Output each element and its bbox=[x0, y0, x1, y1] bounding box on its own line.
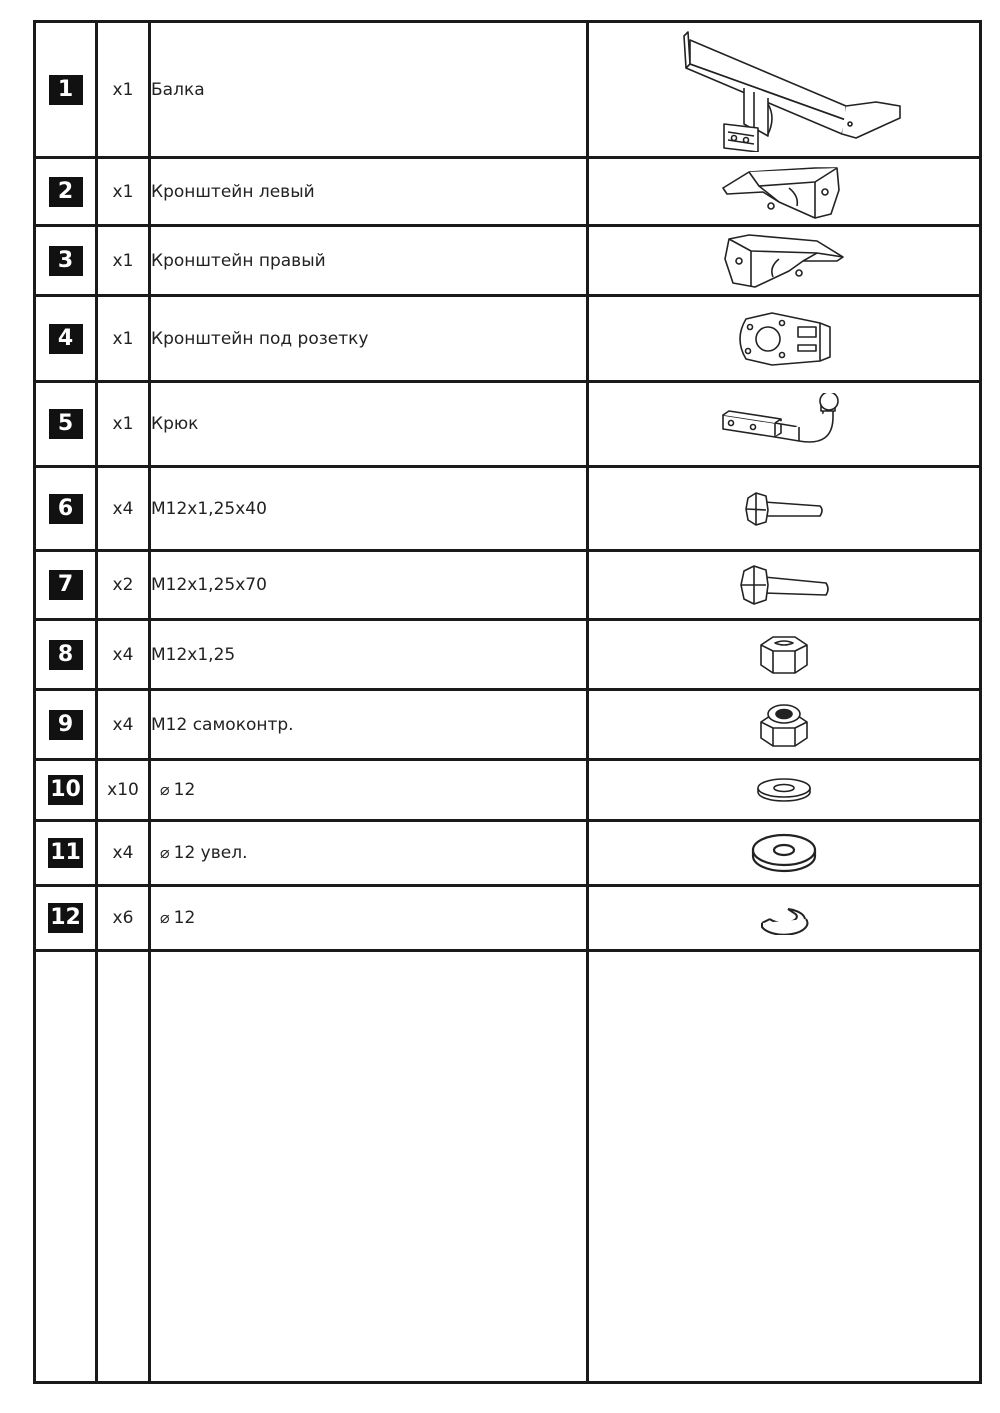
spring-washer-icon bbox=[754, 901, 814, 935]
item-number-badge: 3 bbox=[49, 246, 83, 276]
lock-nut-icon bbox=[757, 700, 811, 750]
item-number-badge: 2 bbox=[49, 177, 83, 207]
table-row bbox=[35, 226, 981, 296]
item-number-badge: 5 bbox=[49, 409, 83, 439]
tow-beam-icon bbox=[664, 28, 904, 152]
item-number-badge: 4 bbox=[49, 324, 83, 354]
item-number-badge: 11 bbox=[48, 838, 83, 868]
quantity-cell: x1 bbox=[97, 22, 150, 158]
table-row bbox=[35, 760, 981, 821]
socket-bracket-icon bbox=[732, 309, 836, 369]
parts-table bbox=[33, 20, 982, 1384]
quantity-cell: x1 bbox=[97, 382, 150, 467]
tow-ball-hook-icon bbox=[719, 393, 849, 455]
item-number-badge: 1 bbox=[49, 75, 83, 105]
table-row bbox=[35, 382, 981, 467]
part-name-text: 12 bbox=[173, 780, 196, 800]
table-row bbox=[35, 821, 981, 886]
quantity-cell: x2 bbox=[97, 551, 150, 620]
bolt-short-icon bbox=[742, 490, 826, 528]
table-row bbox=[35, 158, 981, 226]
diameter-symbol: ⌀ bbox=[160, 843, 170, 862]
item-number-badge: 12 bbox=[48, 903, 83, 933]
quantity-cell: x1 bbox=[97, 158, 150, 226]
part-name-text: 12 bbox=[173, 908, 196, 928]
table-row bbox=[35, 22, 981, 158]
part-name-cell bbox=[150, 760, 588, 821]
part-name-cell: Кронштейн под розетку bbox=[150, 296, 588, 382]
quantity-cell: x4 bbox=[97, 690, 150, 760]
quantity-cell: x4 bbox=[97, 467, 150, 551]
part-name-cell: M12x1,25x40 bbox=[150, 467, 588, 551]
table-row bbox=[35, 296, 981, 382]
table-row bbox=[35, 551, 981, 620]
quantity-cell: x4 bbox=[97, 821, 150, 886]
item-number-badge: 10 bbox=[48, 775, 83, 805]
left-bracket-icon bbox=[719, 162, 849, 222]
part-name-text: 12 увел. bbox=[173, 843, 248, 863]
part-name-cell: M12 самоконтр. bbox=[150, 690, 588, 760]
diameter-symbol: ⌀ bbox=[160, 780, 170, 799]
quantity-cell: x4 bbox=[97, 620, 150, 690]
flat-washer-icon bbox=[754, 777, 814, 803]
hex-nut-icon bbox=[757, 633, 811, 677]
part-name-cell bbox=[150, 886, 588, 951]
quantity-cell: x1 bbox=[97, 226, 150, 296]
item-number-badge: 6 bbox=[49, 494, 83, 524]
diameter-symbol: ⌀ bbox=[160, 908, 170, 927]
part-name-cell bbox=[150, 821, 588, 886]
item-number-badge: 9 bbox=[49, 710, 83, 740]
large-washer-icon bbox=[749, 832, 819, 874]
bolt-long-icon bbox=[736, 563, 832, 607]
part-name-cell: M12x1,25 bbox=[150, 620, 588, 690]
part-name-cell: M12x1,25x70 bbox=[150, 551, 588, 620]
right-bracket-icon bbox=[719, 231, 849, 291]
table-row bbox=[35, 467, 981, 551]
quantity-cell: x10 bbox=[97, 760, 150, 821]
item-number-badge: 7 bbox=[49, 570, 83, 600]
empty-row bbox=[35, 951, 981, 1383]
table-row bbox=[35, 690, 981, 760]
table-row bbox=[35, 886, 981, 951]
quantity-cell: x1 bbox=[97, 296, 150, 382]
part-name-cell: Кронштейн правый bbox=[150, 226, 588, 296]
table-row bbox=[35, 620, 981, 690]
part-name-cell: Кронштейн левый bbox=[150, 158, 588, 226]
item-number-badge: 8 bbox=[49, 640, 83, 670]
quantity-cell: x6 bbox=[97, 886, 150, 951]
part-name-cell: Крюк bbox=[150, 382, 588, 467]
part-name-cell: Балка bbox=[150, 22, 588, 158]
